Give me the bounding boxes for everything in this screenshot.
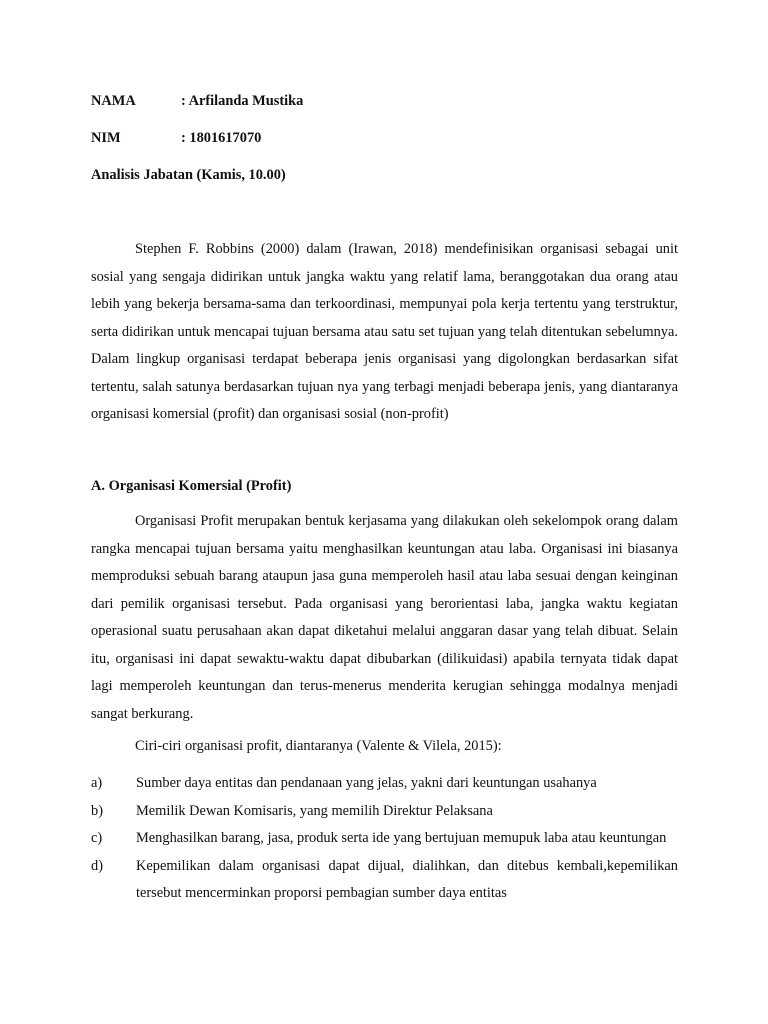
list-item [91, 770, 678, 798]
intro-paragraph: Stephen F. Robbins (2000) dalam (Irawan, 2018) mendefinisikan organisasi sebagai unit sosial yang sengaja didirikan untuk jangka waktu yang relatif lama, beranggotakan dua orang atau lebih yang bekerja bersama-sama dan terkoordinasi, mempunyai pola kerja tertentu yang terstruktur, serta didirikan untuk mencapai tujuan bersama atau satu set tujuan yang telah ditentukan sebelumnya. Dalam lingkup organisasi terdapat beberapa jenis organisasi yang digolongkan berdasarkan sifat tertentu, salah satunya berdasarkan tujuan nya yang terbagi menjadi beberapa jenis, yang diantaranya organisasi komersial (profit) dan organisasi sosial (non-profit) [91, 241, 678, 422]
list-marker: d) [91, 857, 103, 874]
criteria-list [91, 770, 678, 908]
list-marker: b) [91, 802, 103, 819]
section-a-paragraph: Organisasi Profit merupakan bentuk kerjasama yang dilakukan oleh sekelompok orang dalam rangka mencapai tujuan bersama yaitu menghasilkan keuntungan atau laba. Organisasi ini biasanya memproduksi sebuah barang ataupun jasa guna memperoleh hasil atau laba sesuai dengan keinginan dari pemilik organisasi tersebut. Pada organisasi yang berorientasi laba, jangka waktu kegiatan operasional suatu perusahaan akan dapat diketahui melalui anggaran dasar yang telah dibuat. Selain itu, organisasi ini dapat sewaktu-waktu dapat dibubarkan (dilikuidasi) apabila ternyata tidak dapat lagi memperoleh keuntungan dan terus-menerus menderita kerugian sehingga modalnya menjadi sangat berkurang. [91, 513, 678, 722]
name-value: : Arfilanda Mustika [181, 93, 304, 109]
list-item-text: Menghasilkan barang, jasa, produk serta ide yang bertujuan memupuk laba atau keuntungan [136, 830, 667, 846]
name-label: NAMA [91, 93, 136, 109]
section-a-heading: A. Organisasi Komersial (Profit) [91, 478, 292, 494]
list-marker: c) [91, 830, 103, 846]
list-item-text: Memilik Dewan Komisaris, yang memilih Direktur Pelaksana [136, 802, 493, 819]
name-line [91, 93, 303, 110]
list-item-text: Sumber daya entitas dan pendanaan yang jelas, yakni dari keuntungan usahanya [136, 775, 597, 791]
list-item [91, 798, 678, 826]
nim-label: NIM [91, 130, 121, 146]
course-title: Analisis Jabatan (Kamis, 10.00) [91, 167, 286, 183]
criteria-intro: Ciri-ciri organisasi profit, diantaranya (Valente & Vilela, 2015): [135, 738, 502, 754]
nim-value: : 1801617070 [181, 130, 262, 146]
nim-line [91, 130, 261, 147]
list-item [91, 825, 678, 853]
list-marker: a) [91, 775, 103, 791]
list-item [91, 853, 678, 908]
list-item-text: Kepemilikan dalam organisasi dapat dijual, dialihkan, dan ditebus kembali,kepemilikan tersebut mencerminkan proporsi pembagian sumber daya entitas [136, 857, 678, 901]
